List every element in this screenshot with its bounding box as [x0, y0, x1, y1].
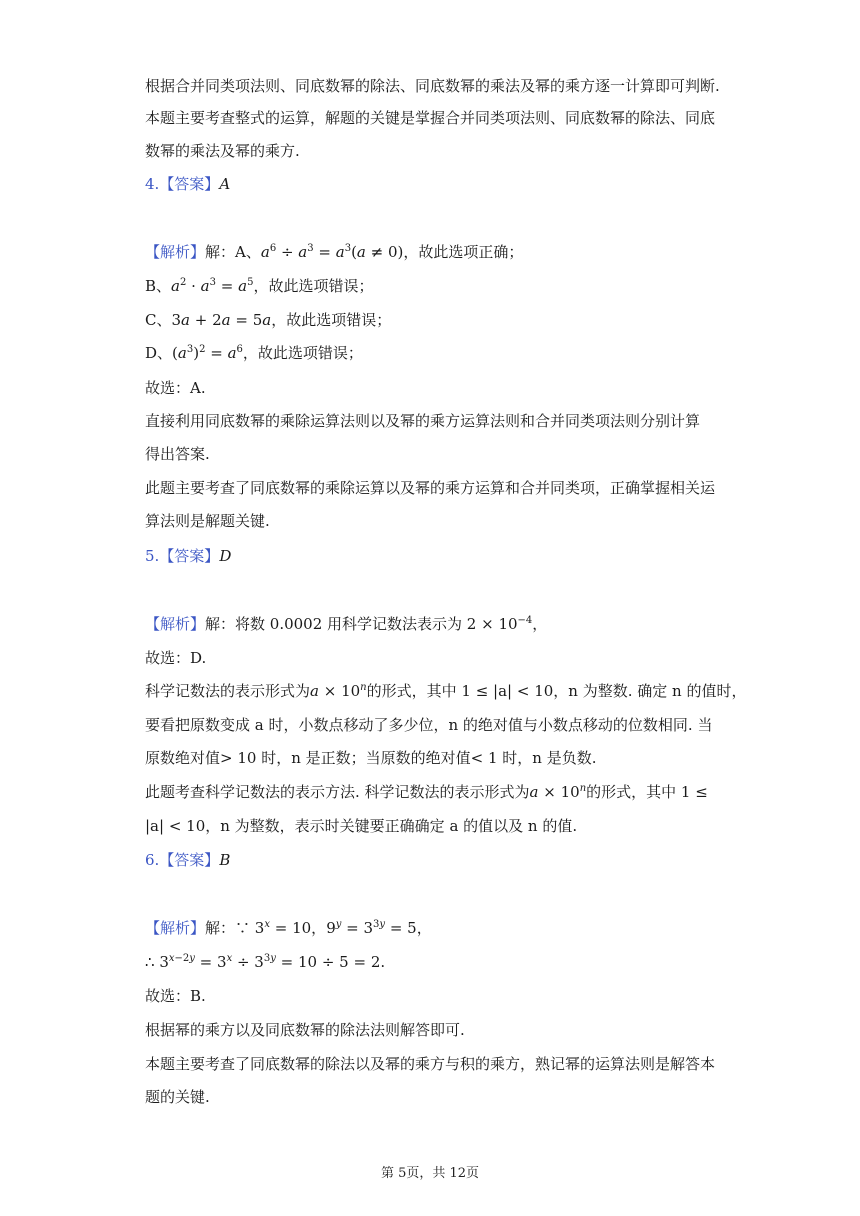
- analysis-label: 【解析】: [145, 615, 206, 633]
- analysis-label: 【解析】: [145, 919, 206, 937]
- text-line: |a| < 10，n 为整数，表示时关键要正确确定 a 的值以及 n 的值.: [145, 817, 578, 835]
- formula: $a \times 10^n$: [529, 783, 587, 801]
- text: ，故此选项错误；: [242, 344, 363, 362]
- analysis-label: 【解析】: [145, 243, 206, 261]
- question-5-analysis: [145, 614, 725, 634]
- text-line: 原数绝对值> 10 时，n 是正数；当原数的绝对值< 1 时，n 是负数.: [145, 749, 597, 767]
- text-line: 数幂的乘法及幂的乘方.: [145, 142, 300, 160]
- question-6-answer: [145, 850, 725, 870]
- text: ，故此选项错误；: [253, 277, 374, 295]
- text-line: 本题主要考查整式的运算，解题的关键是掌握合并同类项法则、同底数幂的除法、同底: [145, 109, 716, 127]
- answer-label: 4.【答案】: [145, 175, 220, 193]
- text: 解：A、: [205, 243, 261, 261]
- text-line: 要看把原数变成 a 时，小数点移动了多少位，n 的绝对值与小数点移动的位数相同. 当: [145, 716, 713, 734]
- text: ，: [532, 615, 548, 633]
- question-4-analysis-c: [145, 310, 725, 330]
- text: 解：将数 0.0002 用科学记数法表示为 2 × 10: [205, 615, 518, 633]
- question-4-answer: [145, 174, 725, 194]
- text-line: 本题主要考查了同底数幂的除法以及幂的乘方与积的乘方，熟记幂的运算法则是解答本: [145, 1055, 716, 1073]
- formula: $a \times 10^n$: [310, 682, 367, 700]
- text: D、: [145, 344, 173, 362]
- text-line: 故选：A.: [145, 379, 206, 397]
- formula: 3a + 2a = 5a: [171, 311, 272, 329]
- text-line: 此题主要考查了同底数幂的乘除运算以及幂的乘方运算和合并同类项，正确掌握相关运: [145, 479, 716, 497]
- text-line: [145, 782, 725, 802]
- question-4-analysis-d: [145, 343, 725, 363]
- question-6-analysis-b: [145, 952, 725, 972]
- text-line: 故选：B.: [145, 987, 206, 1005]
- answer-value: D: [219, 547, 232, 565]
- answer-value: A: [219, 175, 231, 193]
- text-line: 得出答案.: [145, 445, 210, 463]
- text-line: 直接利用同底数幂的乘除运算法则以及幂的乘方运算法则和合并同类项法则分别计算: [145, 412, 701, 430]
- text: 的形式，其中 1 ≤ |a| < 10，n 为整数. 确定 n 的值时，: [366, 682, 747, 700]
- text: 此题考查科学记数法的表示方法. 科学记数法的表示形式为: [145, 783, 530, 801]
- question-4-analysis-a: [145, 242, 725, 262]
- text: = 10，: [269, 919, 327, 937]
- answer-value: B: [219, 851, 231, 869]
- text: 科学记数法的表示形式为: [145, 682, 311, 700]
- text-line: 算法则是解题关键.: [145, 512, 270, 530]
- text-line: 根据合并同类项法则、同底数幂的除法、同底数幂的乘法及幂的乘方逐一计算即可判断.: [145, 77, 720, 95]
- answer-label: 6.【答案】: [145, 851, 220, 869]
- text: ∴: [145, 953, 160, 971]
- formula: $9^y = 3^{3y}$: [326, 919, 386, 937]
- text-line: 题的关键.: [145, 1088, 210, 1106]
- text-line: 根据幂的乘方以及同底数幂的除法法则解答即可.: [145, 1021, 465, 1039]
- formula: $a^6 \div a^3 = a^3(a \ne 0)$: [260, 243, 404, 261]
- formula: $a^2 \cdot a^3 = a^5$: [171, 277, 254, 295]
- page-number: 第 5页，共 12页: [380, 1166, 480, 1181]
- text: = 10 ÷ 5 = 2.: [275, 953, 386, 971]
- formula: 3$^x$: [254, 919, 270, 937]
- question-5-answer: [145, 546, 725, 566]
- text: B、: [145, 277, 172, 295]
- question-4-analysis-b: [145, 276, 725, 296]
- text: ，故此选项正确；: [403, 243, 524, 261]
- text-line: [145, 681, 747, 701]
- text-line: 故选：D.: [145, 649, 207, 667]
- text: = 5，: [385, 919, 432, 937]
- text: 的形式，其中 1 ≤: [586, 783, 708, 801]
- text: ，故此选项错误；: [271, 311, 392, 329]
- exponent: −4: [517, 615, 533, 626]
- text: C、: [145, 311, 172, 329]
- formula: $(a^3)^2 = a^6$: [172, 344, 243, 362]
- answer-label: 5.【答案】: [145, 547, 220, 565]
- question-6-analysis-a: [145, 918, 725, 938]
- text: 解：∵: [205, 919, 255, 937]
- formula: $3^{x-2y} = 3^x \div 3^{3y}$: [159, 953, 276, 971]
